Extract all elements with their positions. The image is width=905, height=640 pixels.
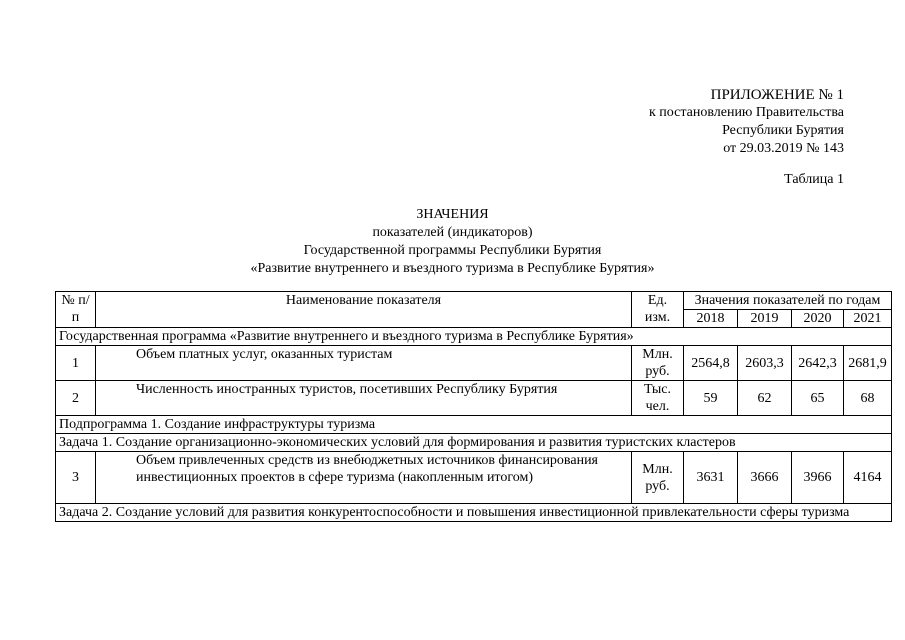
row-value: 3666 xyxy=(738,452,792,504)
row-unit: Млн. руб. xyxy=(632,346,684,381)
appendix-line-2: к постановлению Правительства xyxy=(648,105,844,120)
row-value: 65 xyxy=(792,381,844,416)
header-row xyxy=(56,292,892,310)
row-unit: Тыс. чел. xyxy=(632,381,684,416)
row-num: 3 xyxy=(56,452,96,504)
row-name: Численность иностранных туристов, посетивших Республику Бурятия xyxy=(96,381,632,416)
row-unit: Млн. руб. xyxy=(632,452,684,504)
program-row xyxy=(56,328,892,346)
row-value: 2603,3 xyxy=(738,346,792,381)
row-value: 2564,8 xyxy=(684,346,738,381)
task-2-title: Задача 2. Создание условий для развития конкурентоспособности и повышения инвестиционной привлекательности сферы туризма xyxy=(56,504,892,522)
title-line-3: Государственной программы Республики Бурятия xyxy=(303,243,602,258)
row-value: 2642,3 xyxy=(792,346,844,381)
subprogram-title: Подпрограмма 1. Создание инфраструктуры туризма xyxy=(56,416,892,434)
task-row xyxy=(56,434,892,452)
table-number: Таблица 1 xyxy=(784,172,844,187)
row-name: Объем привлеченных средств из внебюджетных источников финансирования инвестиционных проектов в сфере туризма (накопленным итогом) xyxy=(96,452,632,504)
row-value: 59 xyxy=(684,381,738,416)
title-line-4: «Развитие внутреннего и въездного туризма в Республике Бурятия» xyxy=(250,261,655,276)
row-num: 2 xyxy=(56,381,96,416)
appendix-line-3: Республики Бурятия xyxy=(722,123,844,138)
row-value: 3631 xyxy=(684,452,738,504)
subprogram-row xyxy=(56,416,892,434)
row-value: 62 xyxy=(738,381,792,416)
header-values: Значения показателей по годам xyxy=(684,292,892,310)
table-row xyxy=(56,346,892,381)
header-year: 2021 xyxy=(844,310,892,328)
header-name: Наименование показателя xyxy=(96,292,632,328)
appendix-date: от 29.03.2019 № 143 xyxy=(723,141,844,156)
title-line-2: показателей (индикаторов) xyxy=(372,225,533,240)
row-value: 3966 xyxy=(792,452,844,504)
row-name: Объем платных услуг, оказанных туристам xyxy=(96,346,632,381)
task-1-title: Задача 1. Создание организационно-экономических условий для формирования и развития туристских кластеров xyxy=(56,434,892,452)
program-title: Государственная программа «Развитие внутреннего и въездного туризма в Республике Бурятия» xyxy=(56,328,892,346)
row-value: 2681,9 xyxy=(844,346,892,381)
row-value: 4164 xyxy=(844,452,892,504)
appendix-title: ПРИЛОЖЕНИЕ № 1 xyxy=(710,87,844,103)
task-row xyxy=(56,504,892,522)
title-line-1: ЗНАЧЕНИЯ xyxy=(416,207,489,222)
header-year: 2020 xyxy=(792,310,844,328)
row-value: 68 xyxy=(844,381,892,416)
header-year: 2019 xyxy=(738,310,792,328)
row-num: 1 xyxy=(56,346,96,381)
document-title xyxy=(0,206,905,278)
header-year: 2018 xyxy=(684,310,738,328)
table-row xyxy=(56,452,892,504)
appendix-block xyxy=(649,86,844,158)
header-unit: Ед. изм. xyxy=(632,292,684,328)
header-num: № п/п xyxy=(56,292,96,328)
indicators-table xyxy=(55,291,892,522)
table-row xyxy=(56,381,892,416)
